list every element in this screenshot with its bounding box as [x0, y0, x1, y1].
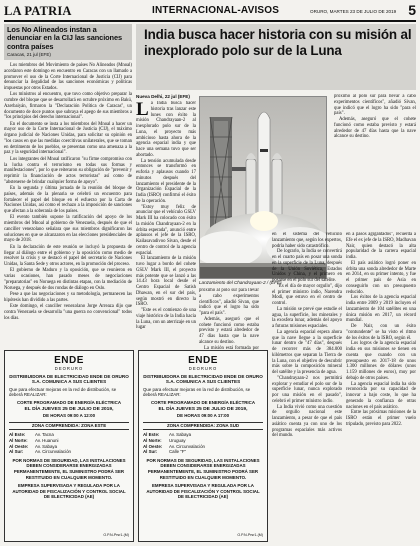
paragraph: próximo al polo sur para llevar a cabo experimentos científicos", añadió Sivan, que indicó que el logro ha sido "para el país". [199, 288, 259, 316]
ad-zone: ZONA COMPRENDIDA: ZONA SUD [143, 422, 263, 431]
ad-intro: Que para efectuar mejoras en la red de distribución, se deberá REALIZAR: [143, 386, 251, 398]
ad-notice: CORTE PROGRAMADO DE ENERGÍA ELÉCTRICA [17, 399, 121, 405]
paragraph: En la declaración de este reunión se incluyó la propuesta de llegar al diálogo entre el gobierno y la oposición como medio de resolver la crisis y se destacó el papel del secretario de Naciones Unidas, la Santa Sede y otros actores, en la promoción del proceso. [4, 244, 132, 268]
paragraph: Los logros de la agencia espacial india en sus misiones se tienen en cuenta que cuando con un presupuesto en 2017-18 de unos 1.300 millones de dólares (unos 1.159 millones de euros), muy por debajo de otros países. [346, 341, 416, 381]
ad-boundaries [143, 432, 263, 454]
paragraph: La agencia espacial espera ahora que la nave llegue a la superficie lunar dentro de "47 días", después de recorrer más de 384.000 kilómetros que separan la Tierra de la Luna, con el objetivo de descubrir más sobre la composición mineral del satélite y la presencia de agua. [272, 329, 342, 375]
paragraph: "Este es el comienzo de una viaje histórico de la India hacia la Luna, con un aterrizaje en un lugar [136, 308, 196, 331]
ad-date: EL DÍA JUEVES 25 DE JULIO DE 2019, [158, 406, 248, 412]
ad-footer: EMPRESA SUPERVISADA Y REGULADA POR LA AUTORIDAD DE FISCALIZACIÓN Y CONTROL SOCIAL DE ELECTRICIDAD (AE) [12, 483, 126, 500]
boundary-row: Al Este: Av. Sabaya [143, 432, 192, 438]
ende-notice-ad-2 [138, 350, 268, 542]
ende-notice-ad-1 [4, 350, 134, 542]
drop-cap: L [136, 101, 149, 120]
paragraph: La agencia espacial india ha sido reconocida por su capacidad de innovar a bajo coste, lo que ha generado la confianza de otras naciones en el país asiático. [346, 381, 416, 410]
main-column-top-right [334, 94, 416, 228]
masthead [4, 3, 416, 19]
ad-notice: CORTE PROGRAMADO DE ENERGÍA ELÉCTRICA [151, 399, 255, 405]
paragraph: Además, aseguró que el cohete funcionó como estaba previsto y estará alrededor de 47 días hasta que la nave alcance su destino. [334, 117, 416, 140]
paragraph: próximo al polo sur para llevar a cabo experimentos científicos", añadió Sivan, que indicó que el logro ha sido "para el país". [334, 94, 416, 117]
paragraph: En el documento se insta a los miembros del Mnoal a hacer un mayor uso de la Corte Internacional de Justicia (CIJ), el máximo órgano judicial de Naciones Unidas, para solicitar su opinión en "los casos en que las medidas coercitivas unilaterales, que se toman en detrimento de los pueblos, se presentan como una amenaza a la paz y la seguridad internacional". [4, 121, 132, 156]
boundary-row: Al Sur: Av. Circunvalación [9, 449, 71, 455]
ad-intro: Que para efectuar mejoras en la red de distribución, se deberá REALIZAR: [9, 386, 117, 398]
ad-code: O.P.N-Prsr1-(M) [237, 533, 263, 538]
left-article-body [4, 63, 132, 321]
ad-hours: DE HORAS 09:00 A 17:00 [176, 413, 230, 419]
main-article-dateline: Nueva Delhi, 22 jul (EFE) [136, 94, 190, 99]
paragraph: El evento también supone la ratificación del apoyo de los miembros del Mnoal al gobierno de Venezuela, después de que el canciller venezolano señalara que sus miembros dignificaron las soluciones en que se alcanzaron en las elecciones presidenciales de mayo de 2018. [4, 215, 132, 244]
main-column-2 [199, 288, 259, 354]
paragraph: a India busca hacer historia tras lanzar este lunes con éxito la misión Chandrayaan-2 al inexplorado polo sur de la Luna, el proyecto más ambicioso hasta ahora de la agencia espacial india y que hace una semana tuvo que ser abortado. [136, 101, 196, 158]
newspaper-brand: LA PATRIA [4, 4, 72, 18]
paragraph: En la segunda y última jornada de la reunión del bloque de países, además de la plenaria se celebró un encuentro para fortalecer el papel del bloque en el esfuerzo por la Carta de Naciones Unidas, así como el rechazo a la imposición de sanciones que afectan a la soberanía de los países. [4, 186, 132, 215]
paragraph: Este domingo, el canciller venezolano Jorge Arreaza dijo que contra Venezuela se desarrolla "una guerra no convencional" todos los días. [4, 304, 132, 321]
ende-logo-sub: DEORURO [54, 366, 84, 371]
ad-zone: ZONA COMPRENDIDA: ZONA ESTE [9, 422, 129, 431]
ad-safety-note: POR NORMAS DE SEGURIDAD, LAS INSTALACIONES DEBEN CONSIDERARSE ENERGIZADAS PERMANENTEMENTE, EL SUMINISTRO PODRÁ SER RESTITUIDO EN CUALQUIER MOMENTO. [146, 457, 260, 480]
paragraph: Los miembros del Movimiento de países No Alineados (Mnoal) acordaron este domingo en encuentro en Caracas con un llamado a promover el uso de la Corte Internacional de Justicia (CIJ) para denunciar la ilegalidad de las sanciones económicas y políticas impuestas por otros Estados. [4, 63, 132, 91]
section-title: INTERNACIONAL-AVISOS [152, 5, 280, 16]
main-column-3 [272, 232, 342, 542]
ad-organization: DISTRIBUIDORA DE ELECTRICIDAD ENDE DE ORURO S.A. COMUNICA A SUS CLIENTES [9, 373, 129, 385]
paragraph: La misión está formada por [204, 345, 259, 351]
paragraph: De lograrlo, la India se convertirá en el cuarto país en posar una sonda en la superficie de la Luna, después de la Unión Soviética, Estados Unidos y China, y el primero en posarse en el polo sur del satélite. [272, 249, 342, 283]
paragraph: "Es el día de mayor orgullo", dijo el primer ministro indio, Narendra Modi, que estuvo en el centro de control. [272, 283, 342, 306]
left-article-dateline: Caracas, 21 jul (EFE) [7, 52, 51, 58]
paragraph: Los integrantes del Mnoal ratificaron "su firme compromiso con la lucha contra el terrorismo en todas sus formas y manifestaciones", por lo que reiteraron su obligación de "prevenir y reprimir la financiación de actos terroristas" así como de "abstenerse de brindar cualquier forma de apoyo". [4, 156, 132, 185]
ad-organization: DISTRIBUIDORA DE ELECTRICIDAD ENDE DE ORURO S.A. COMUNICA A SUS CLIENTES [143, 373, 263, 385]
paragraph: Los éxitos de la agencia espacial india entre 2009 y 2019 incluyen el lanzamiento de 104 satélites en una única misión en 2017, un récord mundial. [346, 295, 416, 324]
paragraph: Entre las próximas misiones de la ISRO están el primer vuelo tripulado, previsto para 2022. [346, 410, 416, 427]
paragraph: La India vivió como una cuestión de orgullo nacional este lanzamiento, a pesar de que el país asiático cuenta ya con uno de los programas espaciales más activos del mundo. [272, 404, 342, 439]
main-article-title: India busca hacer historia con su misión al inexplorado polo sur de la Luna [136, 24, 416, 90]
main-column-1 [136, 101, 196, 351]
ende-logo-text: ENDE [188, 355, 218, 366]
masthead-rule [4, 20, 416, 22]
paragraph: El lanzamiento de la misión tuvo lugar a bordo del cohete GSLV Mark III, el proyecto más potente que se lanzó a las 14.43 hora local desde el Centro Espacial de Satish Dhawan, en el sur del país, según mostró en directo la ISRO. [136, 256, 196, 308]
paragraph: El gobierno de Maduro y la oposición, que se reunieron en varias ocasiones, han pasado meses de negociaciones "preparatorias" en Noruega en distintas etapas, con la mediación de Noruega, y después de dos rondas de diálogo en Oslo. [4, 268, 132, 291]
ad-code: O.P.N-Prsr1-(M) [103, 533, 129, 538]
paragraph: Los ministros al encuentro, que tuvo como objetivo preparar la cumbre del bloque que se desarrollará en octubre próximo en Bakú, Azerbaiyán, firmaron la "Declaración Política de Caracas", un documento de doce puntos que subraya el apego de sus miembros a "los principios del derecho internacional". [4, 92, 132, 121]
ad-date: EL DÍA JUEVES 25 DE JULIO DE 2019, [24, 406, 114, 412]
paragraph: El país asiático logró poner en órbita una sonda alrededor de Marte en 2014, en su primer intento, y fue el primer país de Asia en conseguirlo con un presupuesto reducido. [346, 260, 416, 295]
boundary-row: Al Oeste: Av. Circunvalación [143, 443, 205, 449]
ad-boundaries [9, 432, 129, 454]
photo-caption: Lanzamiento del Chandrayaan-2 / (EFE) [199, 280, 282, 285]
ad-safety-note: POR NORMAS DE SEGURIDAD, LAS INSTALACIONES DEBEN CONSIDERARSE ENERGIZADAS PERMANENTEMENTE, EL SUMINISTRO PODRÁ SER RESTITUIDO EN CUALQUIER MOMENTO. [12, 457, 126, 480]
ende-logo [143, 356, 263, 372]
boundary-row: Al Este: Av. Tacna [9, 432, 54, 438]
boundary-row: Al Oeste: Av. Sabaya [9, 443, 58, 449]
boundary-row: Al Norte: Uruguay [143, 437, 186, 443]
main-column-4 [346, 232, 416, 542]
ende-logo [9, 356, 129, 372]
ad-footer: EMPRESA SUPERVISADA Y REGULADA POR LA AUTORIDAD DE FISCALIZACIÓN Y CONTROL SOCIAL DE ELECTRICIDAD (AE) [146, 483, 260, 500]
ende-logo-sub: DEORURO [188, 366, 218, 371]
paragraph: "Chandrayaan-2 nos permitirá explorar y estudiar el polo sur de la superficie lunar, nunca explorado por una misión en el pasado", celebró el primer ministro indio. [272, 375, 342, 404]
paragraph: en el sistema del vehículo lanzamiento que, según los expertos, podría haber sido catastrófico. [272, 232, 342, 249]
left-article-header [4, 24, 132, 60]
paragraph: Además, aseguró que el cohete funcionó como estaba previsto y estará alrededor de 47 días hasta que la nave alcance su destino. [199, 316, 259, 345]
page-number: 5 [408, 2, 416, 18]
paragraph: "Estoy muy feliz de anunciar que el vehículo GSLV Mark III ha colocado con éxito la misión Chandrayaan-2 en la órbita esperada", anunció entre aplausos el jefe de la ISRO, Kailasavadivoo Sivan, desde el centro de control de la agencia espacial. [136, 204, 196, 256]
ende-logo-text: ENDE [54, 355, 84, 366]
paragraph: De Nair, con un éxito "contundente" se ha visto el ritmo de los éxitos de la ISRO, según él. [346, 324, 416, 341]
boundary-row: Al Norte: Av. Huanuni [9, 437, 59, 443]
paragraph: La misión se prevé que estudie el agua, la superficie, los minerales y la exosfera lunar, además del apoyo a futuras misiones espaciales. [272, 306, 342, 329]
ad-hours: DE HORAS 09:00 A 12:00 [42, 413, 96, 419]
issue-date: ORURO, MARTES 23 DE JULIO DE 2019 [310, 9, 397, 14]
paragraph: en a pasos agigantados", recuerda a Efe el ex jefe de la ISRO, Madhavan Nair, quien destacó la alta popularidad de la carrera espacial india. [346, 232, 416, 260]
boundary-row: Al Sur: Calle "F" [143, 449, 187, 455]
left-article-title: Los No Alineados instan a denunciar en la CIJ las sanciones contra países [7, 25, 122, 51]
left-article [4, 24, 132, 346]
paragraph: La tensión acumulada desde entonces se transformó en euforia y aplausos cuando 17 minutos después del lanzamiento el presidente de la Organización Espacial de la India (ISRO) confirmó el éxito de la operación. [136, 158, 196, 204]
paragraph: Pese a que las negociaciones y su metodología, permanecen las hipótesis han dividido a las partes. [4, 292, 132, 303]
